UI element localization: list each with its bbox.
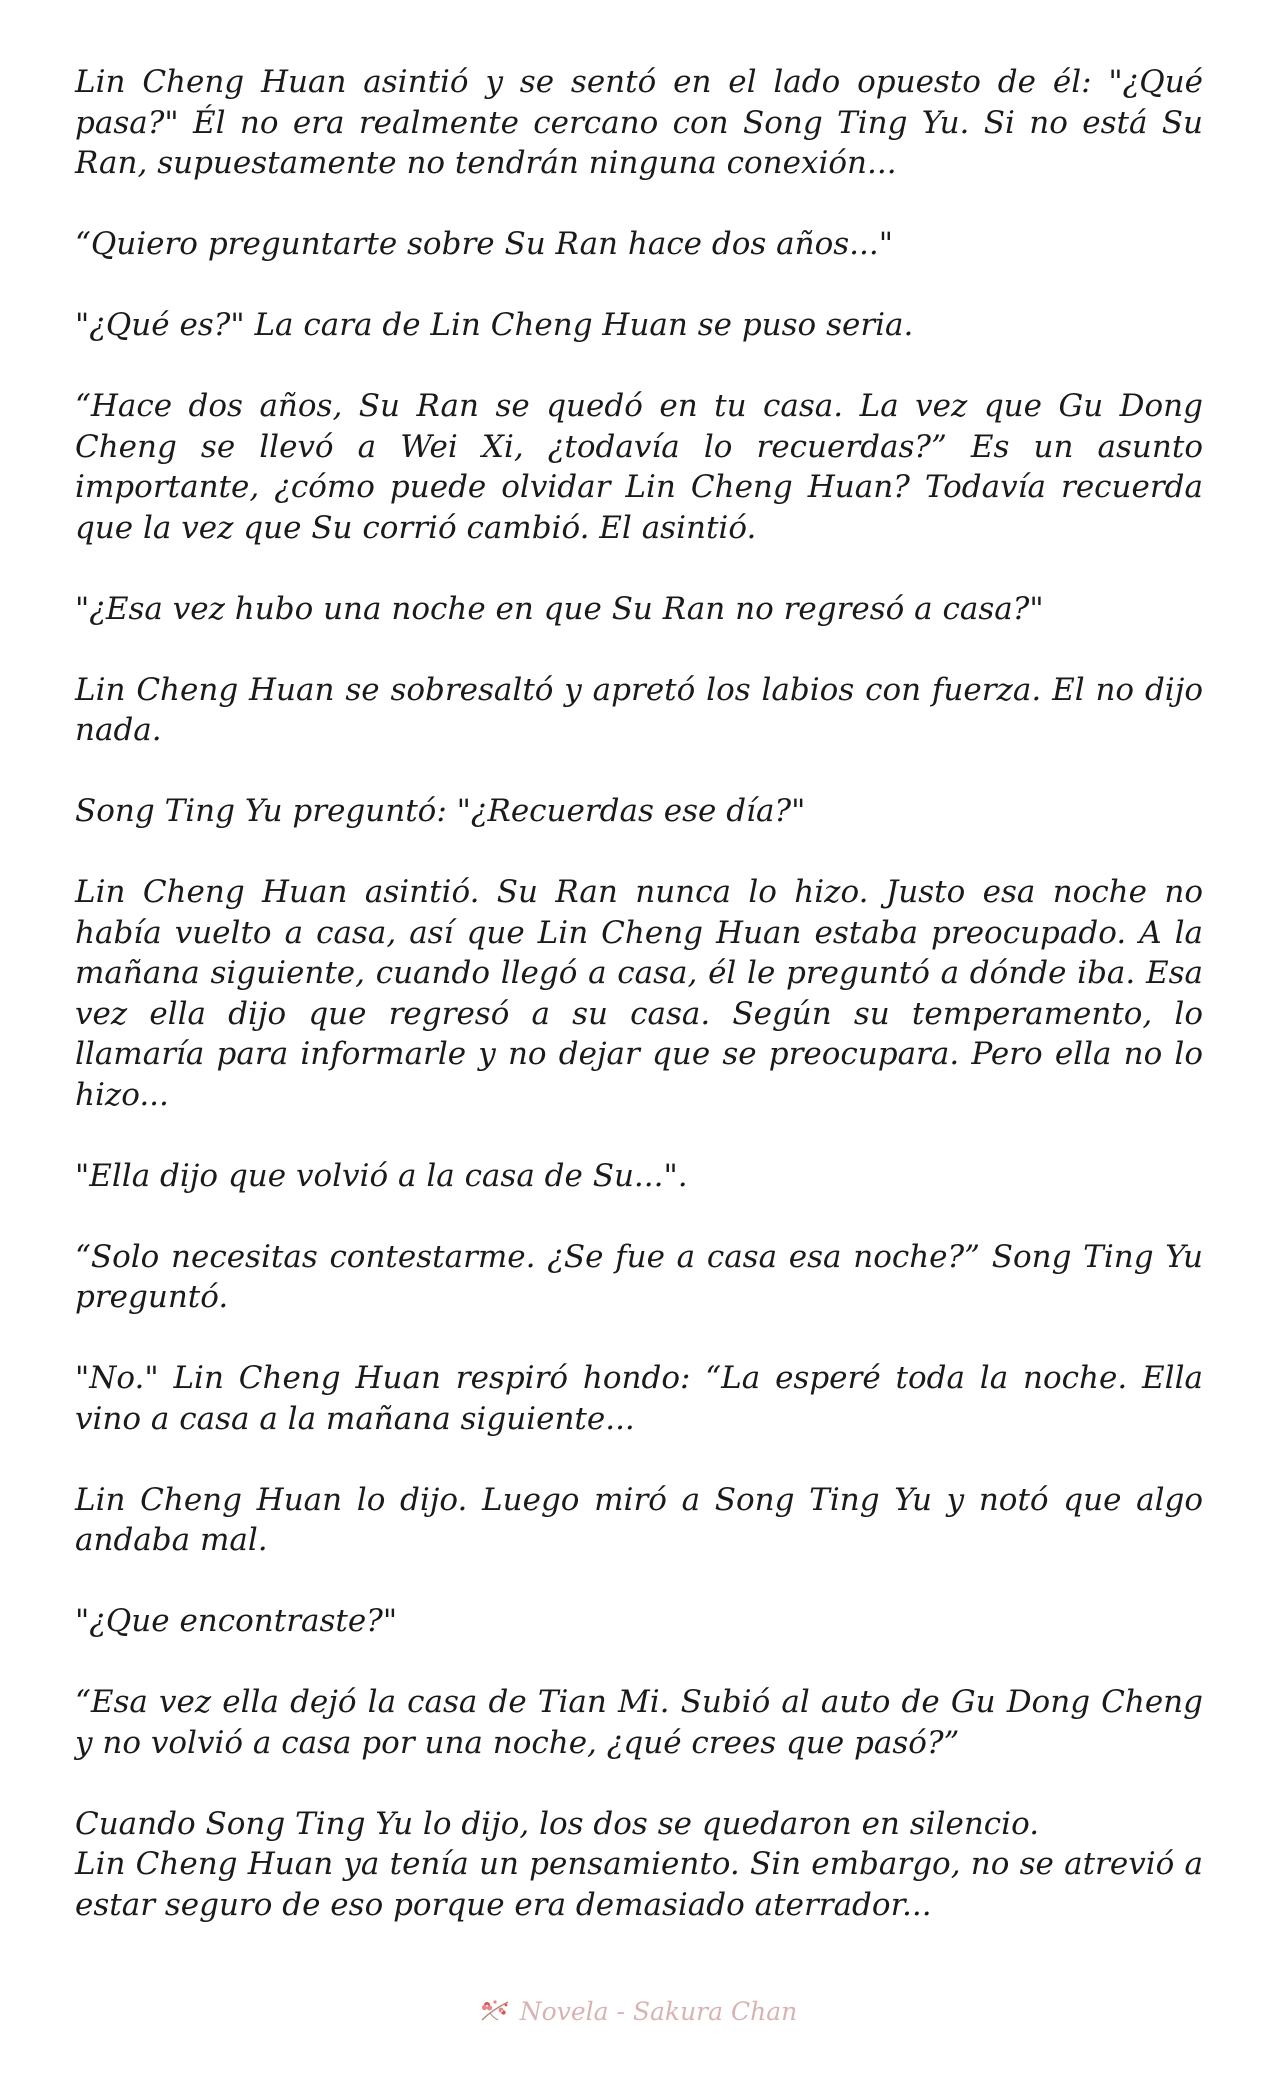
paragraph-line: “Esa vez ella dejó la casa de Tian Mi. Subió al auto de Gu Dong Cheng y no volvió a casa por una noche, ¿qué crees que pasó?” (75, 1684, 1203, 1761)
watermark (478, 1996, 797, 2026)
paragraph-line: Lin Cheng Huan asintió y se sentó en el lado opuesto de él: "¿Qué pasa?" Él no era realmente cercano con Song Ting Yu. Si no está Su Ran, supuestamente no tendrán ninguna conexión... (75, 64, 1203, 181)
paragraph-15 (75, 1804, 1203, 1926)
paragraph-line: Cuando Song Ting Yu lo dijo, los dos se quedaron en silencio. (75, 1805, 1040, 1842)
cherry-blossom-icon (478, 1996, 512, 2026)
watermark-text: Novela - Sakura Chan (519, 1996, 798, 2026)
paragraph-line: “Quiero preguntarte sobre Su Ran hace dos años..." (75, 226, 893, 262)
paragraph-line: “Solo necesitas contestarme. ¿Se fue a casa esa noche?” Song Ting Yu preguntó. (75, 1238, 1203, 1315)
paragraph-line: "Ella dijo que volvió a la casa de Su...". (75, 1157, 688, 1194)
paragraph-4 (75, 386, 1203, 548)
paragraph-7 (75, 791, 1203, 832)
paragraph-line: “Hace dos años, Su Ran se quedó en tu casa. La vez que Gu Dong Cheng se llevó a Wei Xi, ¿todavía lo recuerdas?” Es un asunto importante, ¿cómo puede olvidar Lin Cheng Huan? Todavía recuerda que la vez que Su corrió cambió. El asintió. (75, 388, 1203, 546)
paragraph-11 (75, 1358, 1203, 1439)
paragraph-9 (75, 1156, 1203, 1197)
paragraph-line: "No." Lin Cheng Huan respiró hondo: “La esperé toda la noche. Ella vino a casa a la mañana siguiente... (75, 1360, 1203, 1437)
paragraph-line: Lin Cheng Huan asintió. Su Ran nunca lo hizo. Justo esa noche no había vuelto a casa, así que Lin Cheng Huan estaba preocupado. A la mañana siguiente, cuando llegó a casa, él le preguntó a dónde iba. Esa vez ella dijo que regresó a su casa. Según su temperamento, lo llamaría para informarle y no dejar que se preocupara. Pero ella no lo hizo... (75, 874, 1203, 1113)
paragraph-2 (75, 224, 1203, 265)
document-body (75, 62, 1203, 1925)
paragraph-line: Lin Cheng Huan se sobresaltó y apretó los labios con fuerza. El no dijo nada. (75, 671, 1203, 748)
paragraph-12 (75, 1480, 1203, 1561)
paragraph-line: Lin Cheng Huan lo dijo. Luego miró a Song Ting Yu y notó que algo andaba mal. (75, 1481, 1203, 1558)
paragraph-3 (75, 305, 1203, 346)
paragraph-5 (75, 589, 1203, 630)
watermark-footer (0, 1996, 1275, 2032)
paragraph-8 (75, 872, 1203, 1115)
paragraph-6 (75, 670, 1203, 751)
paragraph-1 (75, 62, 1203, 184)
paragraph-line: "¿Esa vez hubo una noche en que Su Ran no regresó a casa?" (75, 590, 1044, 627)
paragraph-line: "¿Qué es?" La cara de Lin Cheng Huan se puso seria. (75, 307, 914, 343)
paragraph-line: "¿Que encontraste?" (75, 1603, 398, 1639)
paragraph-13 (75, 1601, 1203, 1642)
paragraph-line: Lin Cheng Huan ya tenía un pensamiento. Sin embargo, no se atrevió a estar seguro de eso porque era demasiado aterrador... (75, 1846, 1203, 1923)
paragraph-14 (75, 1682, 1203, 1763)
paragraph-line: Song Ting Yu preguntó: "¿Recuerdas ese día?" (75, 793, 806, 829)
paragraph-10 (75, 1237, 1203, 1318)
